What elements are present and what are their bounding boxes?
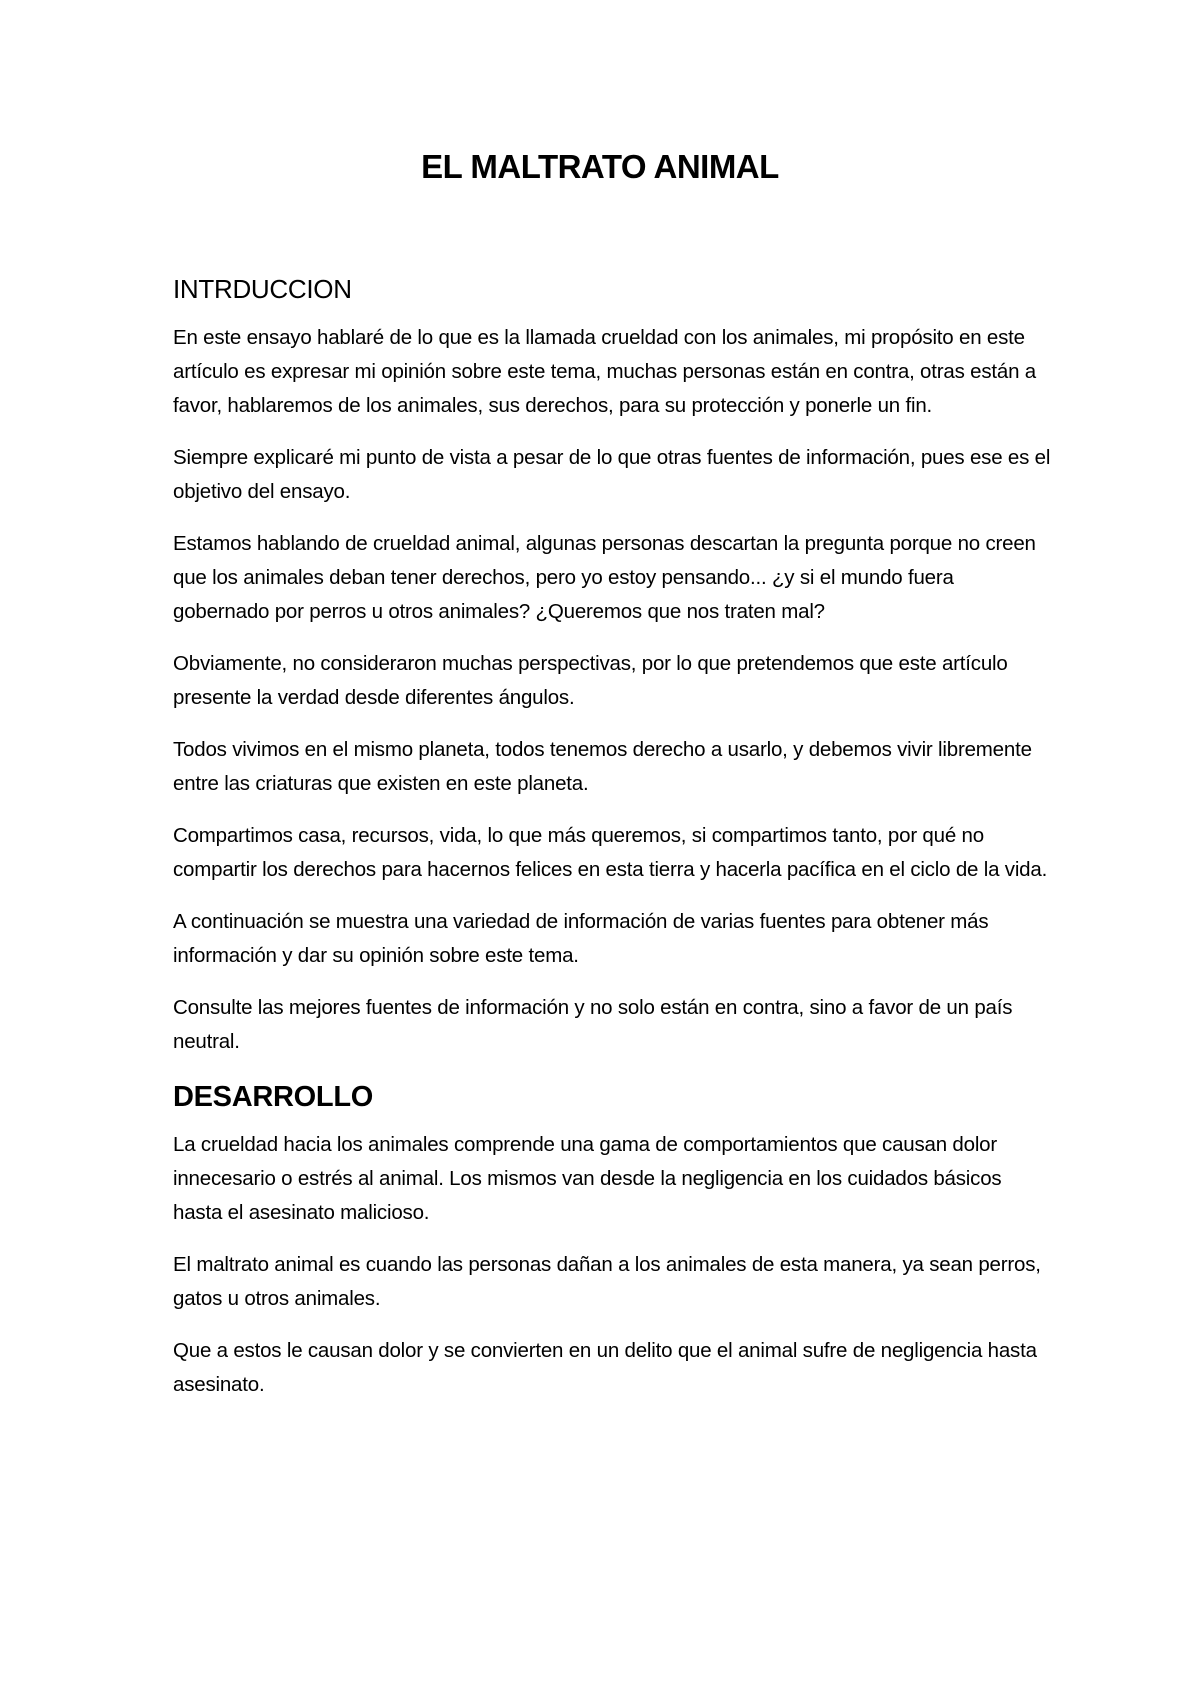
intro-paragraph: Obviamente, no consideraron muchas perspectivas, por lo que pretendemos que este artículo presente la verdad desde diferentes ángulos. <box>173 652 1008 709</box>
intro-paragraph: Compartimos casa, recursos, vida, lo que más queremos, si compartimos tanto, por qué no compartir los derechos para hacernos felices en esta tierra y hacerla pacífica en el ciclo de la vida. <box>173 824 1048 881</box>
development-heading: DESARROLLO <box>173 1081 374 1113</box>
development-paragraph: La crueldad hacia los animales comprende una gama de comportamientos que causan dolor innecesario o estrés al animal. Los mismos van desde la negligencia en los cuidados básicos hasta el asesinato malicioso. <box>173 1133 1002 1224</box>
intro-paragraph: Todos vivimos en el mismo planeta, todos tenemos derecho a usarlo, y debemos vivir libremente entre las criaturas que existen en este planeta. <box>173 738 1032 795</box>
development-paragraph: El maltrato animal es cuando las personas dañan a los animales de esta manera, ya sean perros, gatos u otros animales. <box>173 1253 1041 1310</box>
intro-paragraph: Consulte las mejores fuentes de información y no solo están en contra, sino a favor de un país neutral. <box>173 996 1013 1053</box>
intro-paragraph: Siempre explicaré mi punto de vista a pesar de lo que otras fuentes de información, pues ese es el objetivo del ensayo. <box>173 446 1051 503</box>
development-paragraph: Que a estos le causan dolor y se convierten en un delito que el animal sufre de negligencia hasta asesinato. <box>173 1339 1037 1396</box>
intro-paragraph: En este ensayo hablaré de lo que es la llamada crueldad con los animales, mi propósito en este artículo es expresar mi opinión sobre este tema, muchas personas están en contra, otras están a favor, hablaremos de los animales, sus derechos, para su protección y ponerle un fin. <box>173 326 1036 417</box>
document-title: EL MALTRATO ANIMAL <box>421 148 779 185</box>
intro-paragraph: Estamos hablando de crueldad animal, algunas personas descartan la pregunta porque no creen que los animales deban tener derechos, pero yo estoy pensando... ¿y si el mundo fuera gobernado por perros u otros animales? ¿Queremos que nos traten mal? <box>173 532 1036 623</box>
intro-heading: INTRDUCCION <box>173 274 352 304</box>
document-body <box>173 272 1053 1420</box>
intro-paragraph: A continuación se muestra una variedad de información de varias fuentes para obtener más información y dar su opinión sobre este tema. <box>173 910 989 967</box>
